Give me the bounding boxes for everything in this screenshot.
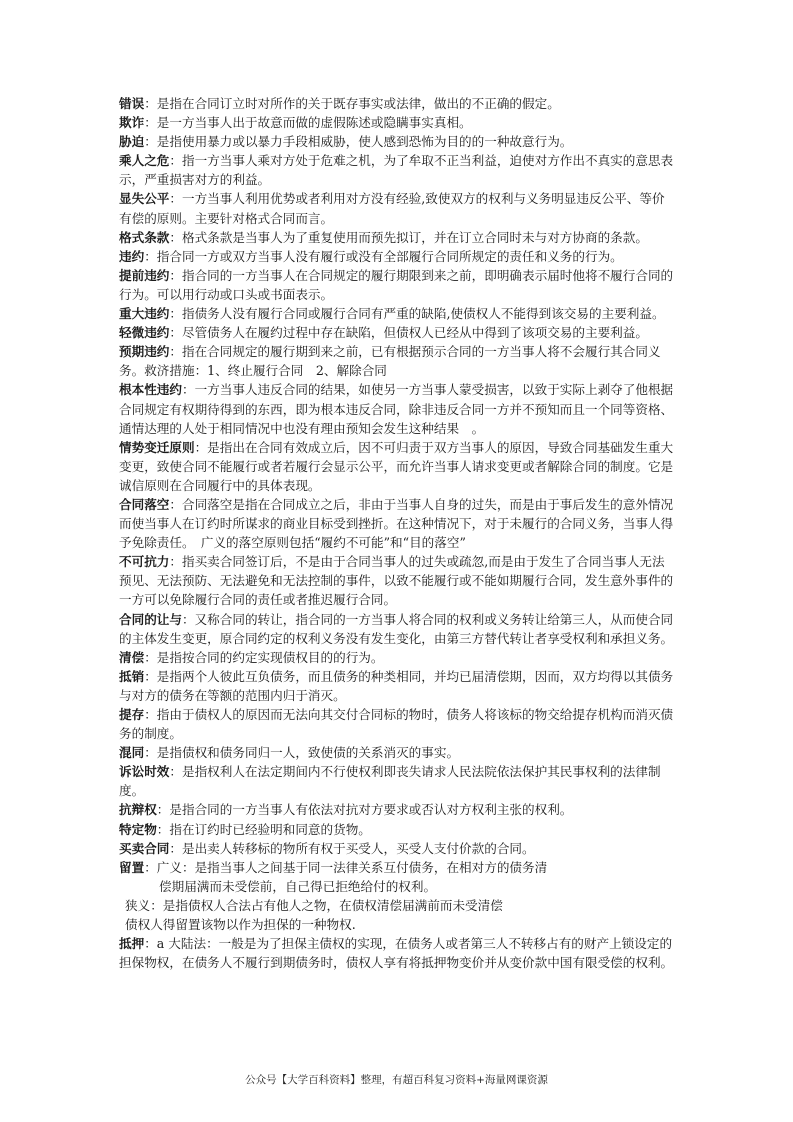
definition-term: 格式条款 xyxy=(119,229,170,245)
definition-term: 抗辩权 xyxy=(119,802,157,818)
definition-entry xyxy=(119,705,677,743)
definition-term: 胁迫 xyxy=(119,134,145,150)
definition-text: ：指买卖合同签订后，不是由于合同当事人的过失或疏忽,而是由于发生了合同当事人无法预见、无法预防、无法避免和无法控制的事件，以致不能履行或不能如期履行合同，发生意外事件的一方可以免除履行合同的责任或者推迟履行合同。 xyxy=(119,554,674,608)
definition-entry xyxy=(119,323,677,342)
definition-entry xyxy=(119,151,677,189)
definition-term: 抵押 xyxy=(119,936,145,952)
definition-text: ：一方当事人利用优势或者利用对方没有经验,致使双方的权利与义务明显违反公平、等价有偿的原则。主要针对格式合同而言。 xyxy=(119,191,665,226)
definition-text: ：是指使用暴力或以暴力手段相威胁，使人感到恐怖为目的的一种故意行为。 xyxy=(144,134,573,150)
definition-text: ：格式条款是当事人为了重复使用而预先拟订，并在订立合同时未与对方协商的条款。 xyxy=(169,229,648,245)
definition-text: ：是指合同的一方当事人有依法对抗对方要求或否认对方权利主张的权利。 xyxy=(156,802,573,818)
definition-entry xyxy=(119,610,677,648)
definition-text: ：是指权利人在法定期间内不行使权利即丧失请求人民法院依法保护其民事权利的法律制度。 xyxy=(119,764,661,799)
definition-text: ：是出卖人转移标的物所有权于买受人，买受人支付价款的合同。 xyxy=(169,840,535,856)
definition-text: ：指由于债权人的原因而无法向其交付合同标的物时，债务人将该标的物交给提存机构而消灭债务的制度。 xyxy=(119,707,674,742)
definition-entry xyxy=(119,667,677,705)
definition-entry-diya xyxy=(119,934,677,972)
definition-entry xyxy=(119,380,677,437)
definition-entry-liuzhi xyxy=(119,858,677,877)
definition-term: 清偿 xyxy=(119,649,145,665)
definition-term: 混同 xyxy=(119,745,145,761)
definition-entry xyxy=(119,800,677,819)
definition-term: 不可抗力 xyxy=(119,554,170,570)
definition-term: 买卖合同 xyxy=(119,840,170,856)
definition-narrow-sense: 狭义：是指债权人合法占有他人之物，在债权清偿届满前而未受清偿 xyxy=(125,897,503,913)
definition-text: ：指合同的一方当事人在合同规定的履行期限到来之前，即明确表示届时他将不履行合同的行为。可以用行动或口头或书面表示。 xyxy=(119,267,674,302)
definition-text: ：指在合同规定的履行期到来之前，已有根据预示合同的一方当事人将不会履行其合同义务。救济措施：1、终止履行合同 2、解除合同 xyxy=(119,344,661,379)
definition-entry xyxy=(119,648,677,667)
definition-entry xyxy=(119,189,677,227)
definition-text: ：是指债权和债务同归一人，致使债的关系消灭的事实。 xyxy=(144,745,460,761)
definition-term: 提前违约 xyxy=(119,267,170,283)
definition-term: 情势变迁原则 xyxy=(119,439,195,455)
definition-entry xyxy=(119,228,677,247)
definition-term: 根本性违约 xyxy=(119,382,182,398)
definition-term: 欺诈 xyxy=(119,115,145,131)
definition-entry xyxy=(119,342,677,380)
definition-entry xyxy=(119,820,677,839)
document-body xyxy=(119,94,677,972)
definition-term: 合同落空 xyxy=(119,496,170,512)
definition-entry xyxy=(119,839,677,858)
definition-term: 错误 xyxy=(119,96,145,111)
page-footer: 公众号【大学百科资料】整理，有超百科复习资料+海量网课资源 xyxy=(245,1074,548,1086)
definition-term: 留置 xyxy=(119,859,145,875)
definition-text: ：一方当事人违反合同的结果，如使另一方当事人蒙受损害，以致于实际上剥夺了他根据合同规定有权期待得到的东西，即为根本违反合同，除非违反合同一方并不预知而且一个同等资格、通情达理的人处于相同情况中也没有理由预知会发生这种结果 。 xyxy=(119,382,674,436)
definition-term: 特定物 xyxy=(119,821,157,837)
definition-text: ：指在订约时已经验明和同意的货物。 xyxy=(156,821,371,837)
definition-entry xyxy=(119,247,677,266)
definition-entry xyxy=(119,94,677,113)
definition-entry xyxy=(119,552,677,609)
definition-term: 合同的让与 xyxy=(119,611,182,627)
definition-entry xyxy=(119,304,677,323)
definition-text: ：广义：是指当事人之间基于同一法律关系互付债务，在相对方的债务清 xyxy=(144,859,548,875)
definition-narrow-sense-cont: 债权人得留置该物以作为担保的一种物权. xyxy=(125,917,356,933)
definition-entry xyxy=(119,495,677,552)
definition-text: ：合同落空是指在合同成立之后，非由于当事人自身的过失，而是由于事后发生的意外情况而使当事人在订约时所谋求的商业目标受到挫折。在这种情况下，对于未履行的合同义务，当事人得予免除责任。 广义的落空原则包括“履约不可能”和“目的落空” xyxy=(119,496,674,551)
definition-text: ：是指出在合同有效成立后，因不可归责于双方当事人的原因，导致合同基础发生重大变更，致使合同不能履行或者若履行会显示公平，而允许当事人请求变更或者解除合同的制度。它是诚信原则在合同履行中的具体表现。 xyxy=(119,439,674,493)
definition-text: ：是指在合同订立时对所作的关于既存事实或法律，做出的不正确的假定。 xyxy=(144,96,560,111)
definition-text: ：a 大陆法：一般是为了担保主债权的实现，在债务人或者第三人不转移占有的财产上锁设定的担保物权，在债务人不履行到期债务时，债权人享有将抵押物变价并从变价款中国有限受偿的权利。 xyxy=(119,936,674,971)
definition-text: ：尽管债务人在履约过程中存在缺陷，但债权人已经从中得到了该项交易的主要利益。 xyxy=(169,325,648,341)
definition-term: 诉讼时效 xyxy=(119,764,170,780)
definition-term: 违约 xyxy=(119,248,145,264)
definition-text: ：又称合同的转让，指合同的一方当事人将合同的权利或义务转让给第三人，从而使合同的主体发生变更，原合同约定的权利义务没有发生变化，由第三方替代转让者享受权利和承担义务。 xyxy=(119,611,674,646)
definition-continuation: 偿期届满而未受偿前，自己得已拒绝给付的权利。 xyxy=(159,878,437,894)
definition-term: 显失公平 xyxy=(119,191,170,207)
definition-text: ：是一方当事人出于故意而做的虚假陈述或隐瞒事实真相。 xyxy=(144,115,472,131)
definition-term: 提存 xyxy=(119,707,145,722)
definition-list xyxy=(119,94,677,858)
definition-text: ：是指按合同的约定实现债权目的的行为。 xyxy=(144,649,384,665)
definition-text: ：指合同一方或双方当事人没有履行或没有全部履行合同所规定的责任和义务的行为。 xyxy=(144,248,623,264)
definition-entry xyxy=(119,438,677,495)
definition-entry xyxy=(119,743,677,762)
definition-term: 乘人之危 xyxy=(119,153,170,169)
definition-text: ：是指两个人彼此互负债务，而且债务的种类相同，并均已届清偿期，因而，双方均得以其债务与对方的债务在等额的范围内归于消灭。 xyxy=(119,668,674,703)
definition-entry xyxy=(119,132,677,151)
definition-entry xyxy=(119,762,677,800)
definition-term: 轻微违约 xyxy=(119,325,170,341)
definition-term: 预期违约 xyxy=(119,344,170,360)
definition-term: 重大违约 xyxy=(119,306,170,322)
definition-text: ：指一方当事人乘对方处于危难之机，为了牟取不正当利益，迫使对方作出不真实的意思表示，严重损害对方的利益。 xyxy=(119,153,674,188)
definition-entry xyxy=(119,113,677,132)
definition-entry xyxy=(119,266,677,304)
definition-text: ：指债务人没有履行合同或履行合同有严重的缺陷,使债权人不能得到该交易的主要利益。 xyxy=(169,306,665,322)
definition-term: 抵销 xyxy=(119,668,145,684)
